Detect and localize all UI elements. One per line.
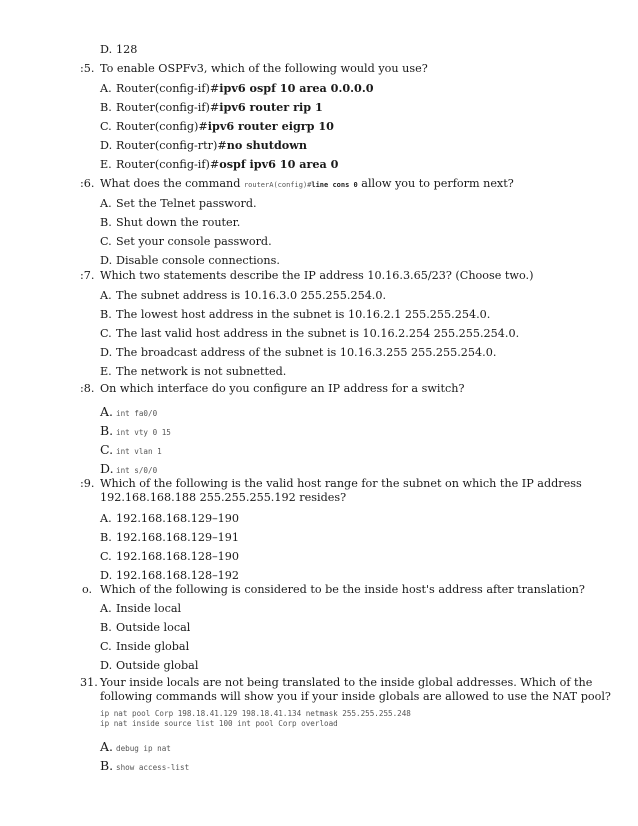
option-prefix: Router(config-if)# [116, 82, 220, 95]
q131-code-line2: ip nat inside source list 100 int pool Corp overload [100, 719, 338, 728]
q128-option-a [100, 404, 157, 421]
option-text: Set the Telnet password. [116, 197, 257, 210]
q131-text-line2: following commands will show you if your inside globals are allowed to use the NAT pool? [100, 690, 611, 703]
option-letter: A. [100, 289, 112, 302]
option-letter: A. [100, 82, 112, 95]
q130-option-c [100, 639, 189, 654]
q126-code-command: line cons 0 [311, 181, 358, 189]
q125-option-c [100, 119, 334, 134]
q127-text: Which two statements describe the IP address 10.16.3.65/23? (Choose two.) [100, 269, 534, 282]
option-letter: C. [100, 442, 114, 457]
q126-option-a [100, 196, 257, 211]
q125-number: :5. [80, 62, 95, 75]
option-letter: A. [100, 197, 112, 210]
q126-text-after: allow you to perform next? [357, 177, 514, 190]
q131-text-line1: Your inside locals are not being translated to the inside global addresses. Which of the [100, 676, 593, 689]
option-letter: B. [100, 101, 112, 114]
option-prefix: Router(config-if)# [116, 158, 220, 171]
q131-code-line1: ip nat pool Corp 198.18.41.129 198.18.41.134 netmask 255.255.255.248 [100, 709, 411, 718]
option-code: show access-list [116, 763, 190, 772]
q126-text [100, 176, 514, 193]
q125-option-d [100, 138, 307, 153]
option-letter: C. [100, 120, 112, 133]
option-text: The network is not subnetted. [116, 365, 287, 378]
q130-number: o. [82, 583, 93, 596]
q126-option-c [100, 234, 272, 249]
q126-option-b [100, 215, 240, 230]
q131-number: 31. [80, 676, 98, 689]
option-letter: D. [100, 43, 113, 56]
option-prefix: Router(config-rtr)# [116, 139, 227, 152]
option-prefix: Router(config-if)# [116, 101, 220, 114]
option-letter: C. [100, 640, 112, 653]
q129-option-a [100, 511, 239, 526]
option-code: int vlan 1 [116, 447, 162, 456]
q128-text: On which interface do you configure an IP address for a switch? [100, 382, 465, 395]
q127-option-c [100, 326, 519, 341]
option-text: Set your console password. [116, 235, 272, 248]
q130-option-b [100, 620, 190, 635]
option-letter: D. [100, 139, 113, 152]
option-text: Outside global [116, 659, 199, 672]
option-code: int vty 0 15 [116, 428, 171, 437]
option-letter: C. [100, 235, 112, 248]
option-code: int s/0/0 [116, 466, 158, 475]
option-letter: E. [100, 365, 112, 378]
option-prefix: Router(config)# [116, 120, 208, 133]
q128-option-b [100, 423, 171, 440]
q128-number: :8. [80, 382, 95, 395]
option-letter: B. [100, 758, 114, 773]
q127-option-e [100, 364, 286, 379]
option-text: The lowest host address in the subnet is 10.16.2.1 255.255.254.0. [116, 308, 491, 321]
q129-text-line2: 192.168.168.188 255.255.255.192 resides? [100, 491, 347, 504]
option-text: Shut down the router. [116, 216, 241, 229]
option-code: int fa0/0 [116, 409, 158, 418]
option-letter: A. [100, 739, 114, 754]
q130-option-a [100, 601, 181, 616]
option-letter: B. [100, 423, 114, 438]
option-text: Disable console connections. [116, 254, 280, 267]
option-command: ipv6 router rip 1 [219, 100, 323, 114]
option-letter: B. [100, 621, 112, 634]
option-letter: B. [100, 216, 112, 229]
option-text: 128 [116, 43, 138, 56]
option-command: ospf ipv6 10 area 0 [219, 157, 339, 171]
option-letter: D. [100, 461, 114, 476]
q126-number: :6. [80, 177, 95, 190]
option-letter: E. [100, 158, 112, 171]
q129-option-d [100, 568, 239, 583]
q125-option-b [100, 100, 323, 115]
option-letter: A. [100, 404, 114, 419]
option-letter: D. [100, 254, 113, 267]
option-text: The broadcast address of the subnet is 10.16.3.255 255.255.254.0. [116, 346, 497, 359]
q129-option-b [100, 530, 239, 545]
option-text: 192.168.168.128–190 [116, 550, 240, 563]
option-text: Inside global [116, 640, 190, 653]
option-letter: C. [100, 327, 112, 340]
q126-text-before: What does the command [100, 177, 244, 190]
option-text: The last valid host address in the subnet is 10.16.2.254 255.255.254.0. [116, 327, 520, 340]
option-text: 192.168.168.129–191 [116, 531, 240, 544]
option-letter: B. [100, 531, 112, 544]
option-command: no shutdown [226, 138, 308, 152]
q126-code-prefix: routerA(config)# [243, 181, 312, 189]
option-command: ipv6 ospf 10 area 0.0.0.0 [219, 81, 374, 95]
q129-number: :9. [80, 477, 95, 490]
option-letter: D. [100, 569, 113, 582]
option-text: 192.168.168.129–190 [116, 512, 240, 525]
option-letter: A. [100, 512, 112, 525]
q128-option-c [100, 442, 162, 459]
q127-option-d [100, 345, 496, 360]
q129-text-line1: Which of the following is the valid host range for the subnet on which the IP address [100, 477, 582, 490]
q127-option-a [100, 288, 386, 303]
q125-option-a [100, 81, 374, 96]
q131-option-b [100, 758, 189, 775]
option-letter: D. [100, 346, 113, 359]
q127-option-b [100, 307, 490, 322]
option-text: Inside local [116, 602, 182, 615]
option-letter: A. [100, 602, 112, 615]
q126-option-d [100, 253, 280, 268]
q125-option-e [100, 157, 338, 172]
q131-option-a [100, 739, 171, 756]
option-letter: C. [100, 550, 112, 563]
option-code: debug ip nat [116, 744, 171, 753]
option-text: 192.168.168.128–192 [116, 569, 240, 582]
option-text: The subnet address is 10.16.3.0 255.255.254.0. [116, 289, 387, 302]
option-text: Outside local [116, 621, 191, 634]
q129-option-c [100, 549, 239, 564]
q124-option-d [100, 42, 137, 57]
q130-text: Which of the following is considered to be the inside host's address after translation? [100, 583, 585, 596]
option-letter: B. [100, 308, 112, 321]
q130-option-d [100, 658, 198, 673]
option-command: ipv6 router eigrp 10 [207, 119, 334, 133]
q125-text: To enable OSPFv3, which of the following would you use? [100, 62, 428, 75]
option-letter: D. [100, 659, 113, 672]
q127-number: :7. [80, 269, 95, 282]
